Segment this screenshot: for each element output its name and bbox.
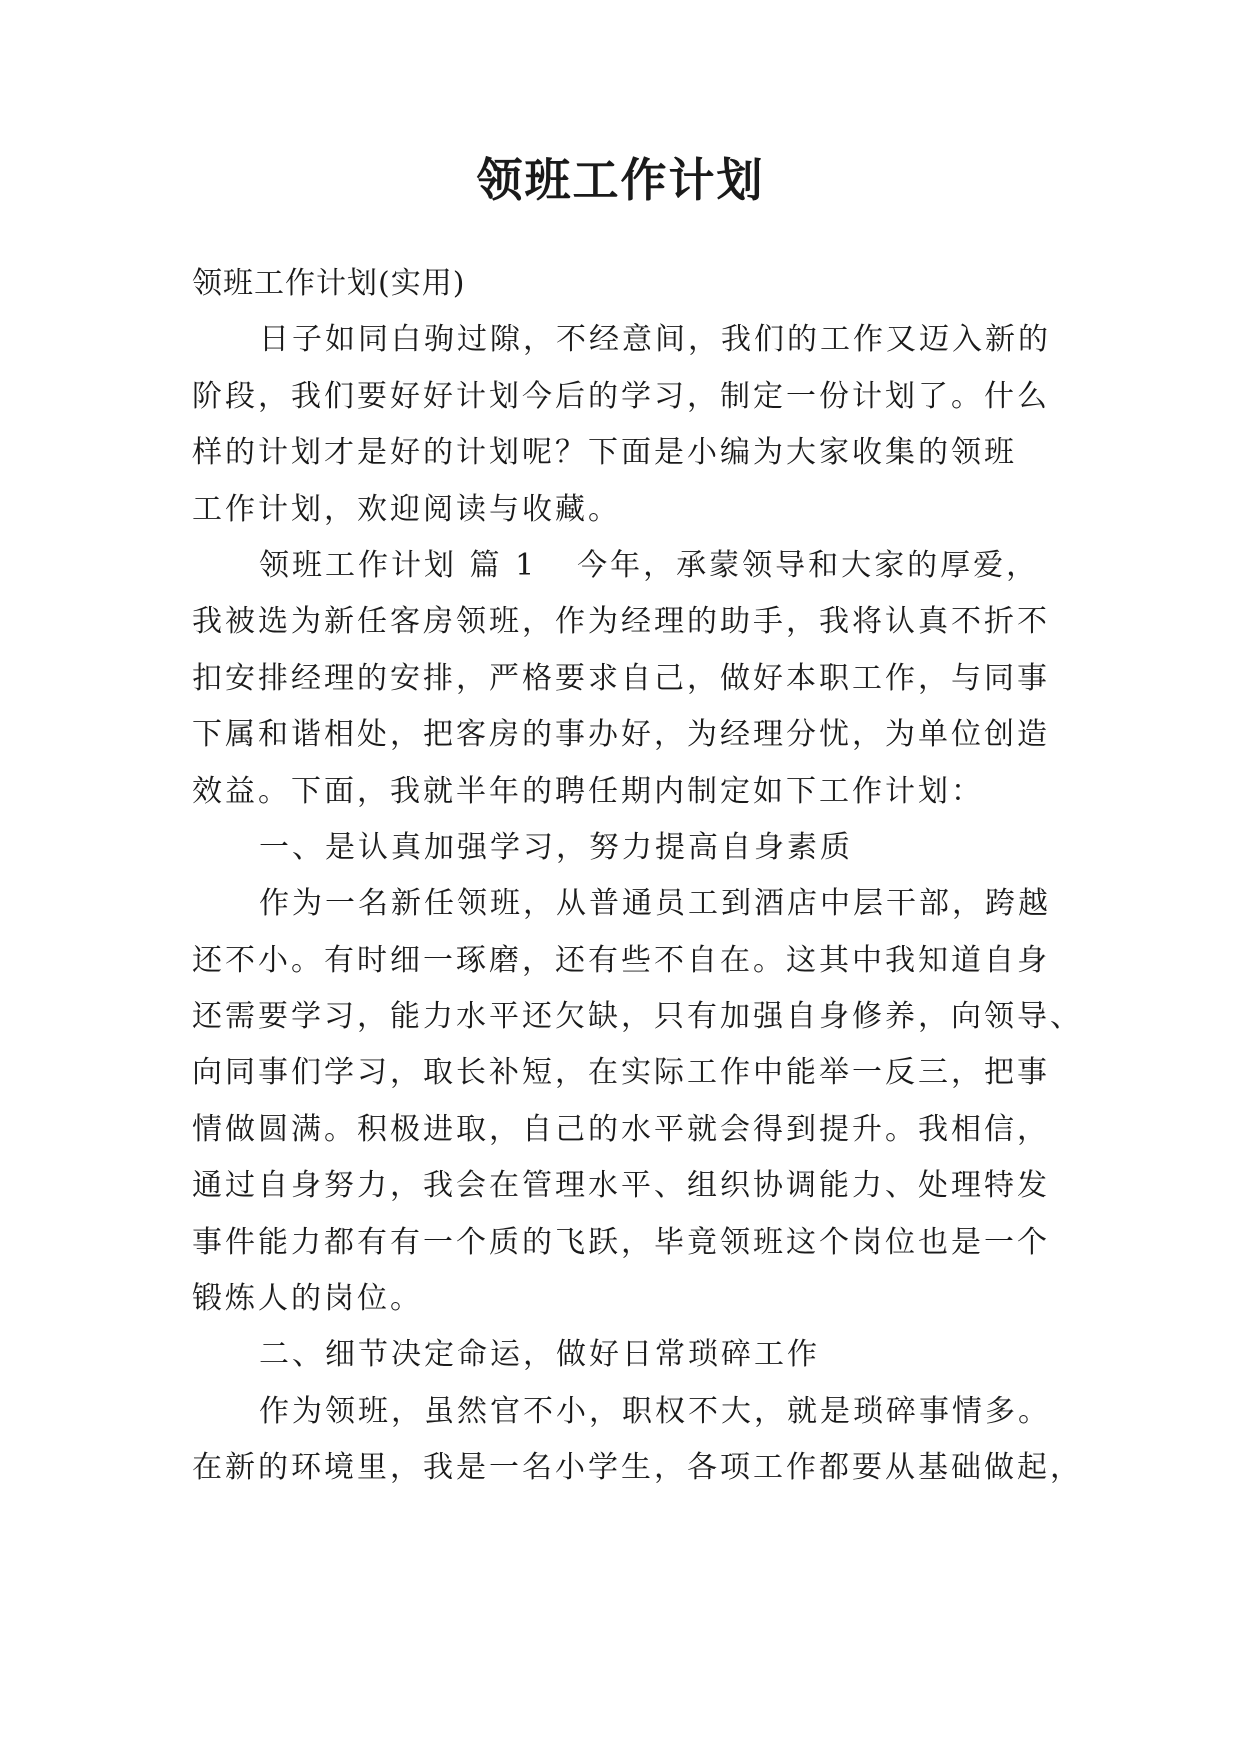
paragraph-line: 工作计划，欢迎阅读与收藏。 (192, 491, 621, 527)
paragraph-line: 在新的环境里，我是一名小学生，各项工作都要从基础做起， (192, 1450, 1083, 1486)
paragraph-line: 作为一名新任领班，从普通员工到酒店中层干部，跨越 (259, 886, 1051, 922)
paragraph-line: 锻炼人的岗位。 (192, 1281, 423, 1317)
paragraph-line: 事件能力都有有一个质的飞跃，毕竟领班这个岗位也是一个 (192, 1224, 1050, 1260)
paragraph-line: 还不小。有时细一琢磨，还有些不自在。这其中我知道自身 (192, 942, 1050, 978)
paragraph-line: 通过自身努力，我会在管理水平、组织协调能力、处理特发 (192, 1168, 1050, 1204)
paragraph-line: 向同事们学习，取长补短，在实际工作中能举一反三，把事 (192, 1055, 1050, 1091)
paragraph-line: 日子如同白驹过隙，不经意间，我们的工作又迈入新的 (259, 322, 1051, 358)
point-heading: 二、细节决定命运，做好日常琐碎工作 (259, 1337, 820, 1373)
paragraph-line: 情做圆满。积极进取，自己的水平就会得到提升。我相信， (192, 1111, 1050, 1147)
paragraph-line: 样的计划才是好的计划呢？下面是小编为大家收集的领班 (192, 435, 1017, 471)
paragraph-line: 我被选为新任客房领班，作为经理的助手，我将认真不折不 (192, 604, 1050, 640)
section-heading-line (192, 538, 1052, 594)
document-body (192, 256, 1083, 1497)
paragraph-line: 还需要学习，能力水平还欠缺，只有加强自身修养，向领导、 (192, 999, 1083, 1035)
paragraph-line: 效益。下面，我就半年的聘任期内制定如下工作计划： (192, 773, 984, 809)
document-title: 领班工作计划 (476, 153, 765, 207)
document-subtitle: 领班工作计划(实用) (192, 266, 466, 301)
paragraph-text: 今年，承蒙领导和大家的厚爱， (577, 547, 1040, 583)
paragraph-line: 作为领班，虽然官不小，职权不大，就是琐碎事情多。 (259, 1393, 1051, 1429)
paragraph-line: 阶段，我们要好好计划今后的学习，制定一份计划了。什么 (192, 378, 1050, 414)
paragraph-line: 下属和谐相处，把客房的事办好，为经理分忧，为单位创造 (192, 717, 1050, 753)
paragraph-line: 扣安排经理的安排，严格要求自己，做好本职工作，与同事 (192, 660, 1050, 696)
point-heading: 一、是认真加强学习，努力提高自身素质 (259, 829, 853, 865)
section-heading: 领班工作计划 篇 1 (259, 547, 538, 583)
